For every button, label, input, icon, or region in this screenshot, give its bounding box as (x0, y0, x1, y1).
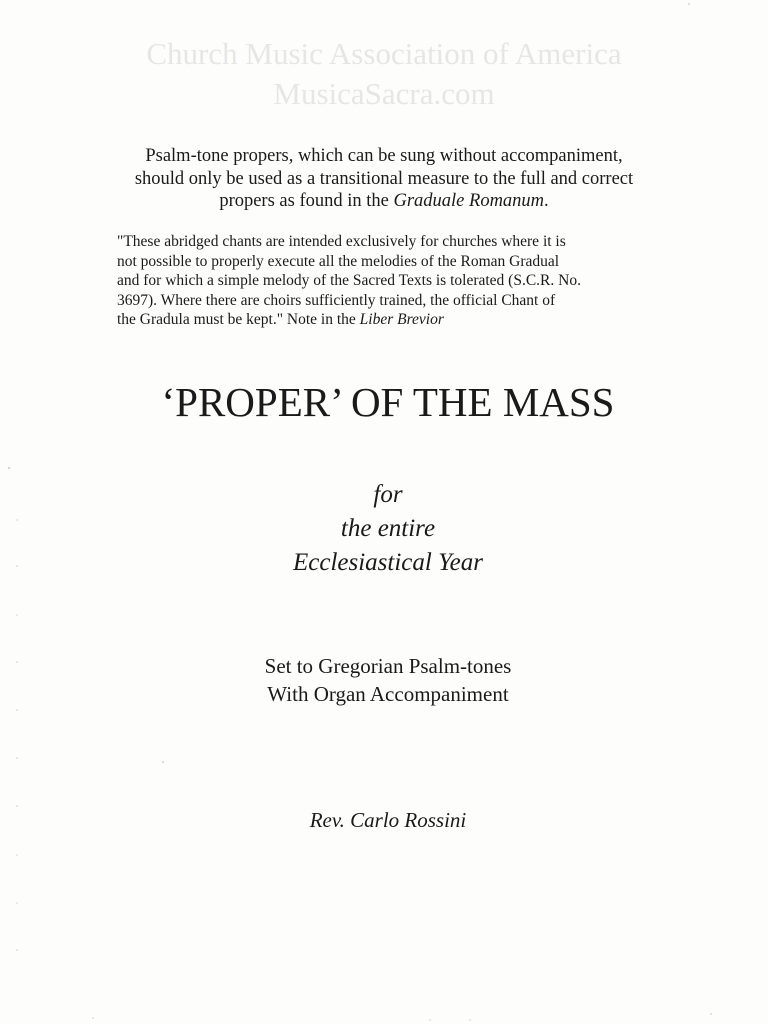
page-title: ‘PROPER’ OF THE MASS (161, 379, 615, 425)
quote-line: not possible to properly execute all the melodies of the Roman Gradual (117, 252, 560, 270)
setting-line: Set to Gregorian Psalm-tones (264, 654, 512, 678)
quote-text: the Gradula must be kept." Note in the (117, 311, 360, 329)
notice-text: propers as found in the (219, 191, 394, 211)
setting-line: With Organ Accompaniment (267, 682, 509, 706)
notice-line: should only be used as a transitional measure to the full and correct (134, 168, 634, 189)
quote-line (117, 310, 677, 330)
notice-book-title: Graduale Romanum (393, 191, 545, 211)
watermark-organization: Church Music Association of America (146, 36, 622, 71)
subtitle (0, 478, 768, 580)
subtitle-line: for (373, 481, 403, 508)
quote-line: and for which a simple melody of the Sacred Texts is tolerated (S.C.R. No. (117, 272, 581, 290)
watermark (0, 34, 768, 114)
notice-text: . (544, 191, 549, 211)
usage-notice (60, 145, 708, 213)
quotation (117, 232, 677, 330)
quote-line: 3697). Where there are choirs sufficiently trained, the official Chant of (117, 291, 556, 309)
quote-source: Liber Brevior (359, 311, 444, 329)
musical-setting (0, 652, 768, 708)
notice-line (60, 190, 708, 213)
notice-line: Psalm-tone propers, which can be sung without accompaniment, (145, 146, 623, 166)
watermark-website: MusicaSacra.com (273, 76, 495, 111)
subtitle-line: Ecclesiastical Year (292, 549, 484, 576)
author: Rev. Carlo Rossini (309, 808, 467, 832)
subtitle-line: the entire (340, 515, 436, 542)
quote-line: "These abridged chants are intended exclusively for churches where it is (117, 233, 566, 250)
